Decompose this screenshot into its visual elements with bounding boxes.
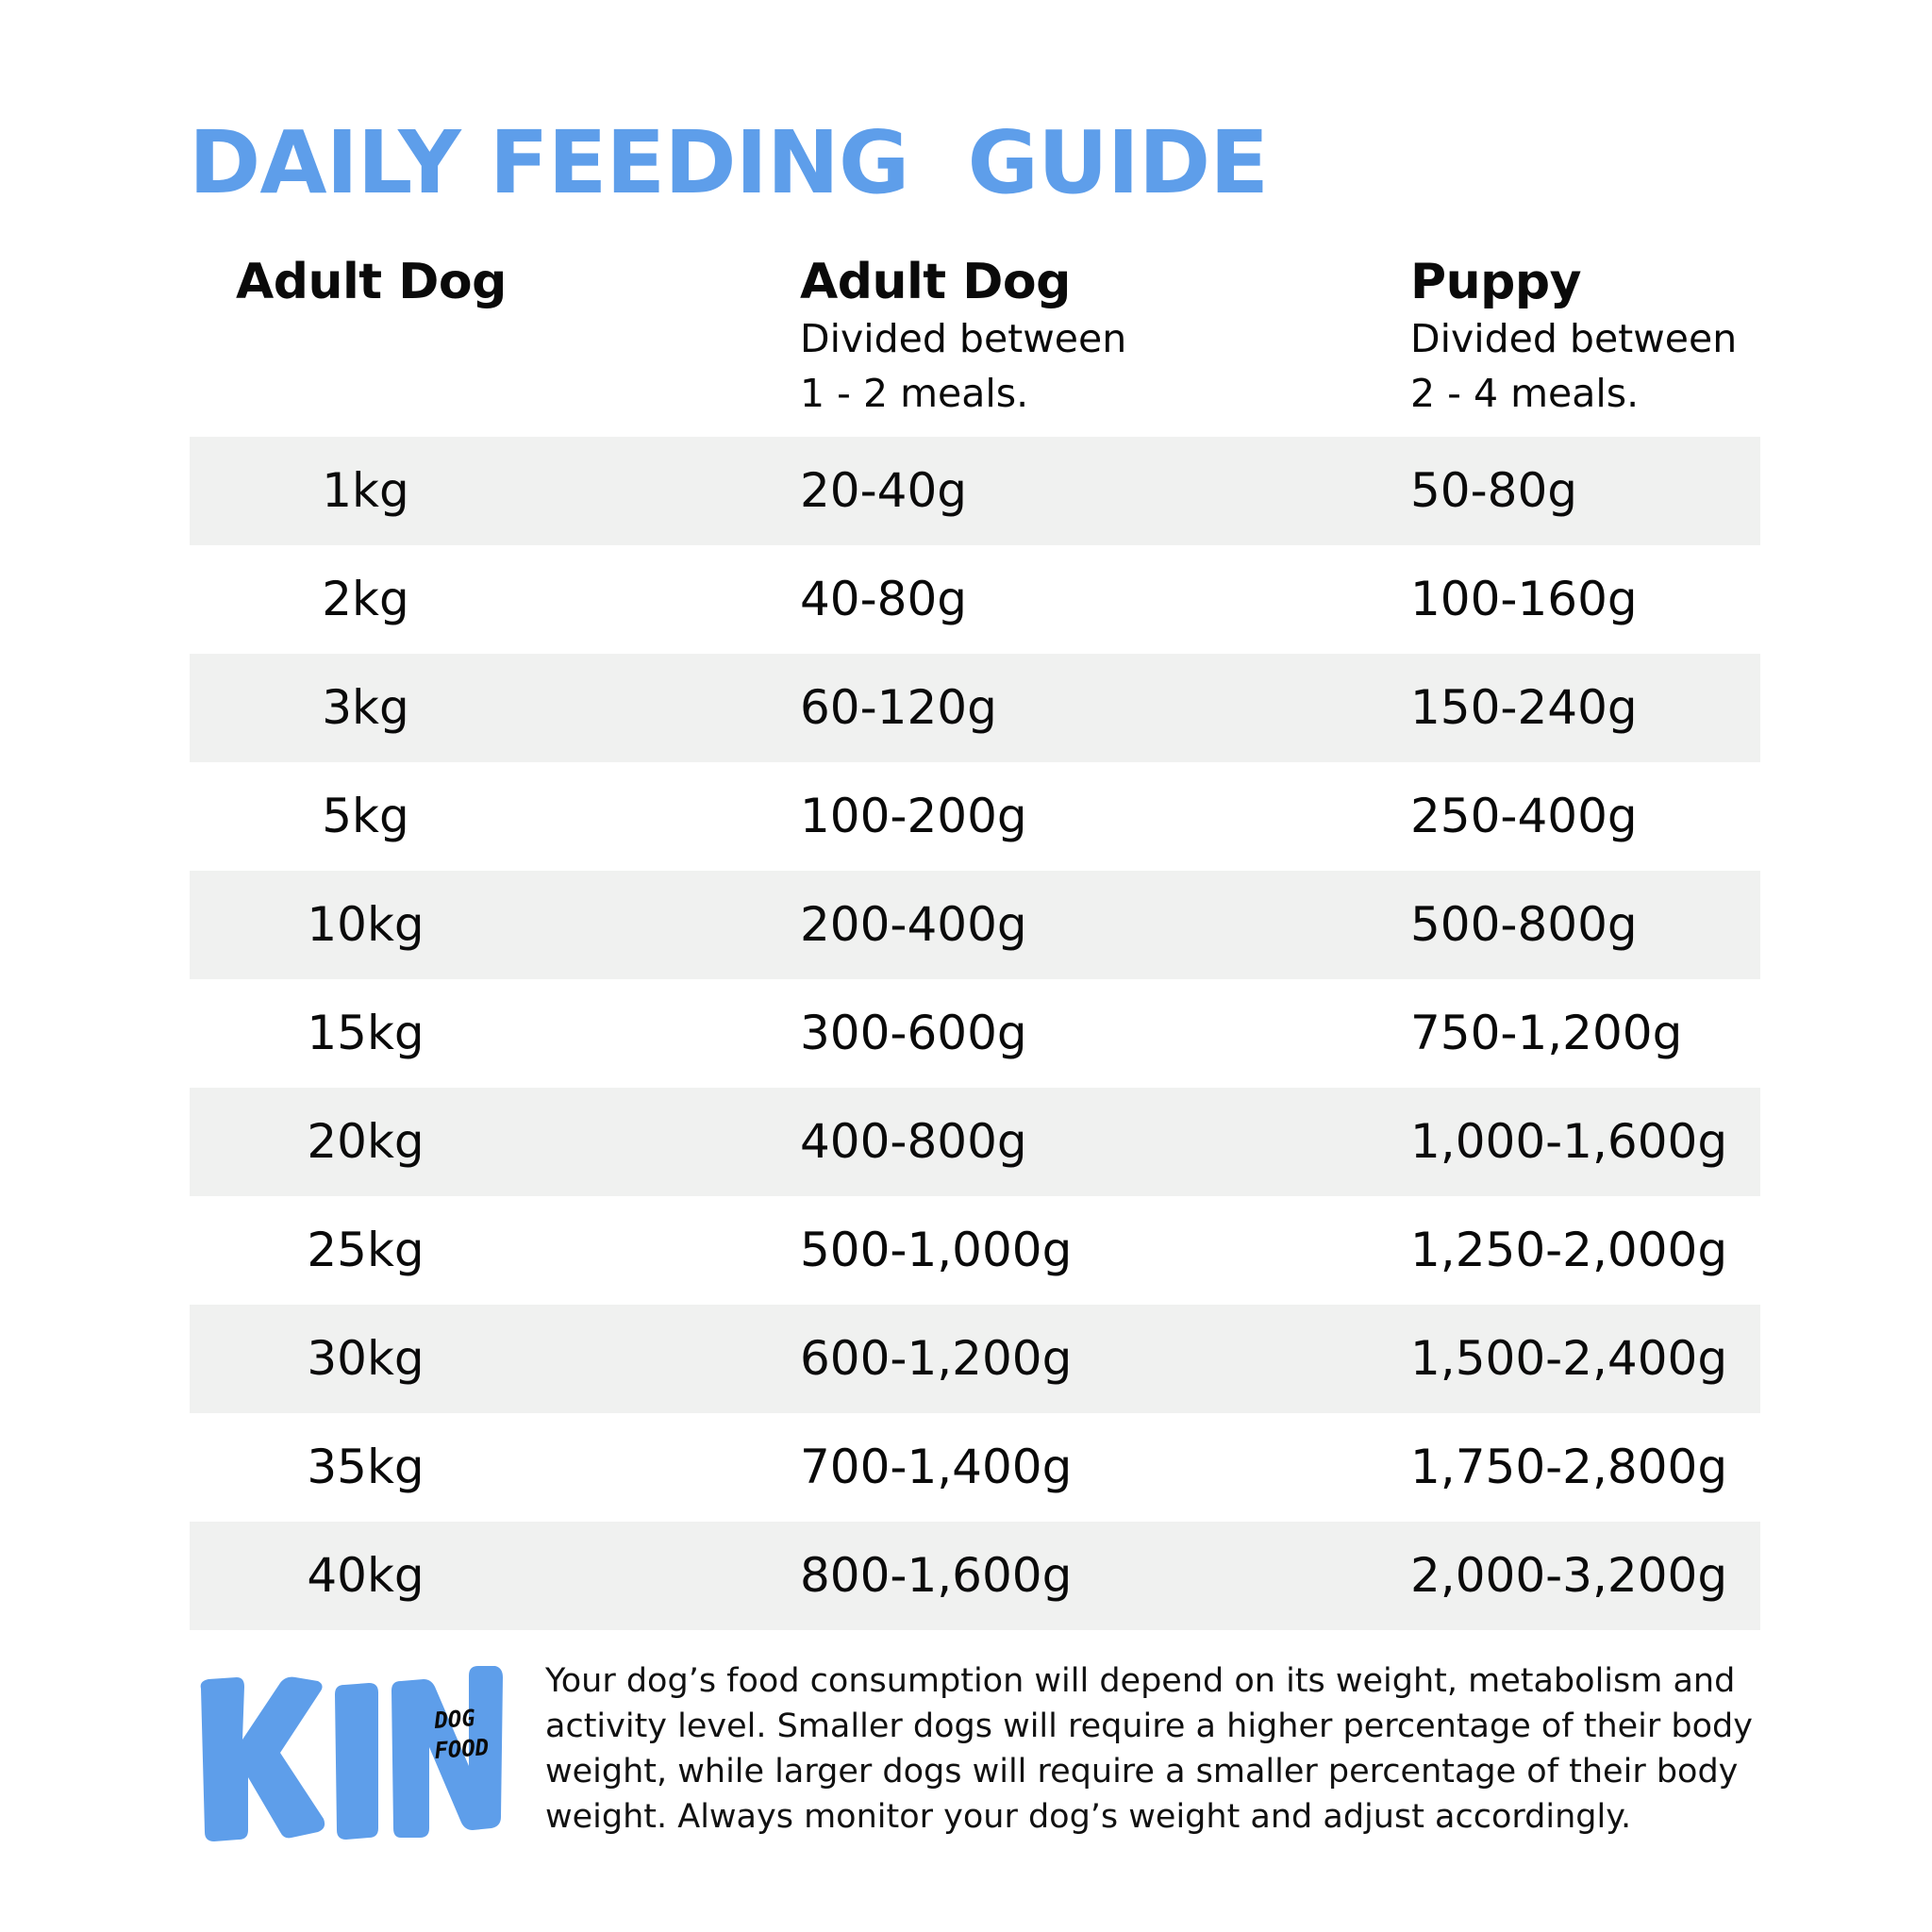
- column-header-puppy: [1410, 253, 1737, 421]
- weight-cell: 40kg: [307, 1548, 425, 1603]
- weight-cell: 35kg: [307, 1440, 425, 1494]
- feeding-note: Your dog’s food consumption will depend on its weight, metabolism and activity level. Smaller dogs will require a higher percentage of their body weight, while larger dogs will require a smaller percentage of their body weight. Always monitor your dog’s weight and adjust accordingly.: [545, 1662, 1753, 1836]
- column-header-puppy-subtitle: [1410, 311, 1737, 421]
- logo-word: [0, 0, 1, 1]
- adult-amount-cell: 60-120g: [800, 680, 997, 735]
- adult-amount-cell: 400-800g: [800, 1114, 1027, 1169]
- table-row: [190, 1196, 1760, 1305]
- puppy-amount-cell: 50-80g: [1410, 463, 1578, 518]
- puppy-amount-cell: 1,750-2,800g: [1410, 1440, 1728, 1494]
- adult-amount-cell: 200-400g: [800, 897, 1027, 952]
- weight-cell: 25kg: [307, 1223, 425, 1277]
- weight-cell-wrap: [307, 1305, 425, 1413]
- logo-text-dog: DOG: [433, 1705, 476, 1734]
- puppy-amount-cell: 2,000-3,200g: [1410, 1548, 1728, 1603]
- table-row: [190, 1088, 1760, 1196]
- column-header-adult-subtitle-line2: 1 - 2 meals.: [800, 371, 1029, 416]
- column-header-weight: [236, 253, 507, 311]
- adult-amount-cell: 600-1,200g: [800, 1331, 1073, 1386]
- adult-amount-cell: 500-1,000g: [800, 1223, 1073, 1277]
- table-row: [190, 437, 1760, 545]
- weight-cell-wrap: [322, 437, 409, 545]
- column-header-adult-subtitle-line1: Divided between: [800, 316, 1127, 361]
- adult-amount-cell: 800-1,600g: [800, 1548, 1073, 1603]
- weight-cell: 30kg: [307, 1331, 425, 1386]
- weight-cell-wrap: [307, 1196, 425, 1305]
- table-row: [190, 1522, 1760, 1630]
- column-header-adult: [800, 253, 1126, 421]
- puppy-amount-cell: 750-1,200g: [1410, 1006, 1683, 1060]
- column-header-weight-title: Adult Dog: [236, 254, 507, 310]
- feeding-table: [190, 437, 1760, 1630]
- weight-cell: 10kg: [307, 897, 425, 952]
- puppy-amount-cell: 500-800g: [1410, 897, 1638, 952]
- weight-cell-wrap: [322, 545, 409, 654]
- weight-cell: 5kg: [322, 789, 409, 843]
- puppy-amount-cell: 1,250-2,000g: [1410, 1223, 1728, 1277]
- column-header-puppy-subtitle-line1: Divided between: [1410, 316, 1738, 361]
- weight-cell-wrap: [307, 1413, 425, 1522]
- table-row: [190, 871, 1760, 979]
- table-row: [190, 1413, 1760, 1522]
- table-row: [190, 1305, 1760, 1413]
- weight-cell-wrap: [307, 1088, 425, 1196]
- puppy-amount-cell: 250-400g: [1410, 789, 1638, 843]
- weight-cell-wrap: [307, 1522, 425, 1630]
- column-header-adult-subtitle: [800, 311, 1126, 421]
- puppy-amount-cell: 1,500-2,400g: [1410, 1331, 1728, 1386]
- weight-cell: 1kg: [322, 463, 409, 518]
- kin-dog-food-logo: [193, 1662, 505, 1851]
- table-row: [190, 654, 1760, 762]
- adult-amount-cell: 700-1,400g: [800, 1440, 1073, 1494]
- weight-cell-wrap: [322, 762, 409, 871]
- weight-cell: 15kg: [307, 1006, 425, 1060]
- puppy-amount-cell: 150-240g: [1410, 680, 1638, 735]
- page-title: DAILY FEEDING GUIDE: [189, 112, 1269, 213]
- weight-cell-wrap: [307, 871, 425, 979]
- table-row: [190, 762, 1760, 871]
- weight-cell-wrap: [322, 654, 409, 762]
- adult-amount-cell: 300-600g: [800, 1006, 1027, 1060]
- weight-cell: 2kg: [322, 572, 409, 626]
- column-header-puppy-subtitle-line2: 2 - 4 meals.: [1410, 371, 1640, 416]
- column-header-adult-title: Adult Dog: [800, 254, 1071, 310]
- adult-amount-cell: 20-40g: [800, 463, 968, 518]
- puppy-amount-cell: 100-160g: [1410, 572, 1638, 626]
- puppy-amount-cell: 1,000-1,600g: [1410, 1114, 1728, 1169]
- adult-amount-cell: 40-80g: [800, 572, 968, 626]
- weight-cell: 3kg: [322, 680, 409, 735]
- weight-cell: 20kg: [307, 1114, 425, 1169]
- table-row: [190, 545, 1760, 654]
- logo-text-food: FOOD: [433, 1734, 491, 1764]
- column-header-puppy-title: Puppy: [1410, 254, 1581, 310]
- weight-cell-wrap: [307, 979, 425, 1088]
- adult-amount-cell: 100-200g: [800, 789, 1027, 843]
- table-row: [190, 979, 1760, 1088]
